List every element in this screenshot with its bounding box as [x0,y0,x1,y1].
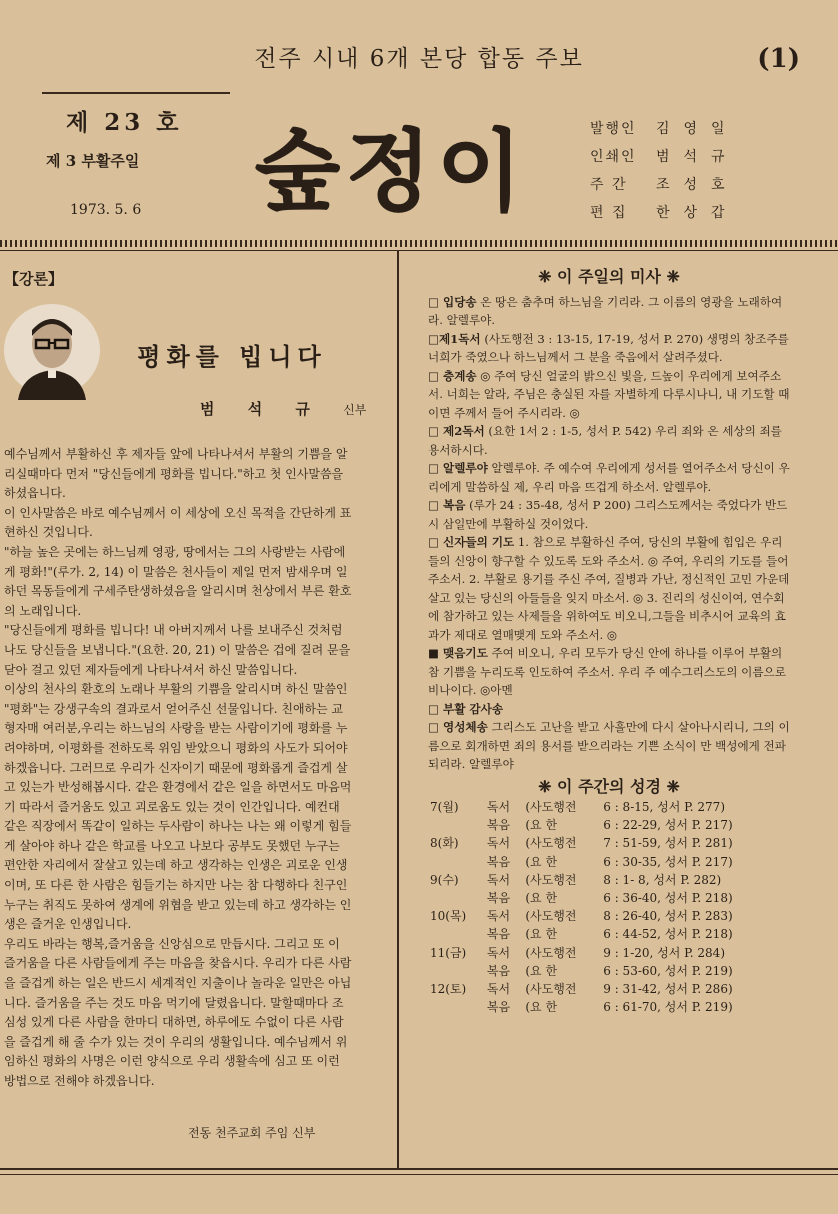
bible-week-ref: 9 : 1-20, 성서 P. 284) [603,945,726,960]
mass-item: □ 제2독서 (요한 1서 2 : 1-5, 성서 P. 542) 우리 죄와 온 세상의 죄를 용서하시다. [428,424,782,457]
bible-week-kind: 복음 [486,963,511,978]
credit-name: 한상갑 [656,205,739,221]
bible-week-book: (사도행전 [525,945,577,960]
bible-week-kind: 복음 [486,891,511,906]
column-separator [397,250,399,1170]
bible-week-row [428,871,790,889]
bible-week-book: (사도행전 [525,982,577,997]
mass-item: □ 알렐루야 알렐루야. 주 예수여 우리에게 성서를 열어주소서 당신이 우리에게 말씀하실 제, 우리 마음 뜨겁게 하소서. 알렐루야. [428,461,790,494]
bible-week-book: (요 한 [525,854,558,869]
bible-week-day [428,889,485,907]
bible-week-ref: 8 : 1- 8, 성서 P. 282) [603,872,722,887]
bible-week-ref: 6 : 22-29, 성서 P. 217) [603,818,733,833]
bible-week-kind: 독서 [486,836,511,851]
credit-label: 인쇄인 [590,149,637,165]
editorial-paragraph: 이상의 천사의 환호의 노래나 부활의 기쁨을 알리시며 하신 말씀인 "평화"는 강생구속의 결과로서 얻어주신 선물입니다. 친애하는 교형자매 여러분,우리는 하느님의 사랑을 받는 사람이기에 평화를 누려야하며, 이평화를 전하도록 위임 받았으니 평화의 사도가 되어야 하겠읍니다. 그러므로 우리가 신자이기 때문에 평화롭게 즐겁게 살고 있는가 반성해봅시다. 같은 환경에서 같은 일을 하면서도 마음먹기 따라서 즐거움도 있고 괴로움도 있는 것이 인간입니다. 예컨대 같은 직장에서 똑같이 일하는 두사람이 하나는 나는 왜 이렇게 힘들게 살아야 하나 같은 학교를 나오고 나보다 공부도 못했던 누구는 편안한 자리에서 잘살고 있는데 하고 생각하는 인생은 괴로운 인생이며, 또 다른 한 사람은 힘들기는 하지만 나는 참 다행하다 친구인 누구는 취직도 못하여 생계에 위협을 받고 있는데 하고 생각하는 인생은 즐거운 인생입니다. [4,682,352,932]
editorial-signature: 전동 천주교회 주임 신부 [188,1126,316,1140]
bible-week-kind: 독서 [486,872,511,887]
bible-week-book: (요 한 [525,963,558,978]
editorial-label: 【강론】 [4,270,63,288]
bible-week-row [428,998,790,1016]
bible-week-ref: 8 : 26-40, 성서 P. 283) [603,909,733,924]
bible-week-kind: 복음 [486,1000,511,1015]
mass-item: □ 복음 (루가 24 : 35-48, 성서 P 200) 그리스도께서는 죽었다가 반드시 삼일만에 부활하실 것이었다. [428,498,788,531]
bible-week-ref: 6 : 8-15, 성서 P. 277) [603,800,726,814]
footer-rule [0,1168,838,1170]
liturgical-week: 제 3 부활주일 [46,152,140,170]
mass-item: □ 부활 감사송 [428,701,504,716]
editorial-paragraph: 예수님께서 부활하신 후 제자들 앞에 나타나셔서 부활의 기쁨을 알리실때마다 먼저 "당신들에게 평화를 빕니다."하고 첫 인사말씀을 하셨읍니다. [4,447,348,501]
bible-week-book: (사도행전 [525,800,577,814]
top-banner: 전주 시내 6개 본당 합동 주보 [254,46,584,72]
bible-week-row [428,980,790,998]
editorial-body [4,445,352,1092]
mass-heading: ❈ 이 주일의 미사 ❈ [538,267,680,286]
page-number: (1) [757,44,800,74]
bible-week-day: 7(월) [430,800,459,814]
bible-week-book: (사도행전 [525,836,577,851]
bible-week-row [428,834,790,852]
bible-week-row [428,907,790,925]
bible-week-book: (사도행전 [525,909,577,924]
bible-week-ref: 6 : 61-70, 성서 P. 219) [603,1000,733,1015]
bible-week-kind: 복음 [486,854,511,869]
mass-item: ■ 맺음기도 주여 비오니, 우리 모두가 당신 안에 하나를 이루어 부활의 참 기쁨을 누리도록 인도하여 주소서. 우리 주 예수그리스도의 이름으로 비나이다. ◎아멘 [428,646,786,697]
bible-week-row [428,925,790,943]
bible-week-ref: 6 : 30-35, 성서 P. 217) [603,854,733,869]
bible-week-day: 8(화) [430,836,459,851]
editorial-paragraph: "하늘 높은 곳에는 하느님께 영광, 땅에서는 그의 사랑받는 사람에게 평화!"(루가. 2, 14) 이 말씀은 천사들이 제일 먼저 밤새우며 일하던 목동들에게 구세주탄생하셨음을 알리시며 천상에서 부른 환호의 노래입니다. [4,544,352,618]
credit-row [590,202,810,230]
header-rule [0,250,838,251]
credit-name: 김영일 [656,121,739,137]
bible-week-row [428,853,790,871]
issue-date: 1973. 5. 6 [70,202,142,218]
bible-week-ref: 9 : 31-42, 성서 P. 286) [603,982,733,997]
mass-item: □ 영성체송 그리스도 고난을 받고 사흘만에 다시 살아나시리니, 그의 이름으로 회개하면 죄의 용서를 받으리라는 기쁜 소식이 만 백성에게 전파되리라. 알렐루야 [428,720,790,771]
credit-label: 편 집 [590,205,628,221]
mass-item: □ 신자들의 기도 1. 참으로 부활하신 주여, 당신의 부활에 힘입은 우리들의 신앙이 향구할 수 있도록 도와 주소서. ◎ 주여, 우리의 기도를 들어주소서. 2. 부활로 용기를 주신 주여, 질병과 가난, 정신적인 고민 가운데 살고 있는 당신의 아들들을 잊지 마소서. ◎ 3. 진리의 성신이여, 연수회에 참가하고 있는 사제들을 위하여도 비오니,그들을 비추시어 교육의 효과가 제대로 열매맺게 도와 주소서. ◎ [428,535,790,642]
bible-week-ref: 6 : 36-40, 성서 P. 218) [603,891,733,906]
credit-row [590,118,810,146]
bible-week-day [428,853,485,871]
editorial-paragraph: 이 인사말씀은 바로 예수님께서 이 세상에 오신 목적을 간단하게 표현하신 것입니다. [4,505,352,540]
bible-week-kind: 독서 [486,945,511,960]
bible-week-row [428,889,790,907]
bible-week-table [428,798,790,1016]
bible-week-day: 10(목) [430,909,467,924]
bible-week-row [428,816,790,834]
bible-week-book: (요 한 [525,927,558,942]
bible-week-ref: 6 : 53-60, 성서 P. 219) [603,963,733,978]
priest-portrait [0,300,100,400]
bible-week-row [428,944,790,962]
bible-week-day [428,962,485,980]
credit-label: 주 간 [590,177,628,193]
editorial-paragraph: "당신들에게 평화를 빕니다! 내 아버지께서 나를 보내주신 것처럼 나도 당신들을 보냅니다."(요한. 20, 21) 이 말씀은 겁에 질려 문을 닫아 걸고 있던 제자들에게 나타나셔서 하신 말씀입니다. [4,623,351,677]
credit-label: 발행인 [590,121,637,137]
bible-week-day: 11(금) [430,945,467,960]
bible-week-book: (요 한 [525,818,558,833]
bible-week-day [428,998,485,1016]
editorial-title: 평화를 빕니다 [137,342,327,371]
bible-week-kind: 독서 [486,909,511,924]
issue-number: 제 23 호 [66,109,183,136]
bible-week-book: (요 한 [525,891,558,906]
editorial-paragraph: 우리도 바라는 행복,즐거움을 신앙심으로 만듭시다. 그리고 또 이 즐거움을 다른 사람들에게 주는 마음을 찾읍시다. 우리가 다른 사람을 즐겁게 하는 일은 반드시 세계적인 지출이나 놀라운 일만은 아닙니다. 즐거움을 주는 것도 마음 먹기에 달렸읍니다. 말할때마다 조심성 있게 다른 사람을 한마디 대하면, 하루에도 수없이 다른 사람을 즐겁게 해 줄 수가 있는 것이 우리의 생활입니다. 예수님께서 위임하신 평화의 사명은 이런 양식으로 우리 생활속에 심고 또 이런 방법으로 전해야 하겠읍니다. [4,936,352,1088]
credit-row [590,174,810,202]
bible-week-heading: ❈ 이 주간의 성경 ❈ [538,776,680,796]
bible-week-day: 9(수) [430,872,459,887]
bible-week-row [428,962,790,980]
bible-week-kind: 복음 [486,818,511,833]
credit-name: 범석규 [656,149,739,165]
bible-week-kind: 독서 [486,982,511,997]
credit-name: 조성호 [656,177,739,193]
bible-week-day: 12(토) [430,982,467,997]
credit-row [590,146,810,174]
mass-item: □ 입당송 온 땅은 춤추며 하느님을 기리라. 그 이름의 영광을 노래하여라. 알렐루야. [428,294,783,327]
bible-week-ref: 7 : 51-59, 성서 P. 281) [603,836,733,851]
bible-week-day [428,816,485,834]
mass-item: □제1독서 (사도행전 3 : 13-15, 17-19, 성서 P. 270) 생명의 창조주를 너희가 죽였으나 하느님께서 그 분을 죽음에서 살려주셨다. [428,331,789,364]
bible-week-row [428,798,790,816]
bible-week-book: (요 한 [525,1000,558,1015]
newspaper-title: 숲정이 [255,120,529,223]
mass-item: □ 층계송 ◎ 주여 당신 얼굴의 밝으신 빛을, 드높이 우리에게 보여주소서. 너희는 알라, 주님은 충실된 자를 자별하게 다루시나니, 내 기도할 때이면 주께서 들어 주시리라. ◎ [428,368,790,420]
mass-section [428,268,790,1016]
bible-week-kind: 복음 [486,927,511,942]
credits-list [590,118,810,230]
hatched-divider [0,240,838,247]
bible-week-book: (사도행전 [525,872,577,887]
bible-week-ref: 6 : 44-52, 성서 P. 218) [603,927,733,942]
footer-rule-thin [0,1174,838,1175]
editorial-author: 범 석 규 신부 [200,400,367,418]
bible-week-kind: 독서 [486,800,511,814]
bible-week-day [428,925,485,943]
